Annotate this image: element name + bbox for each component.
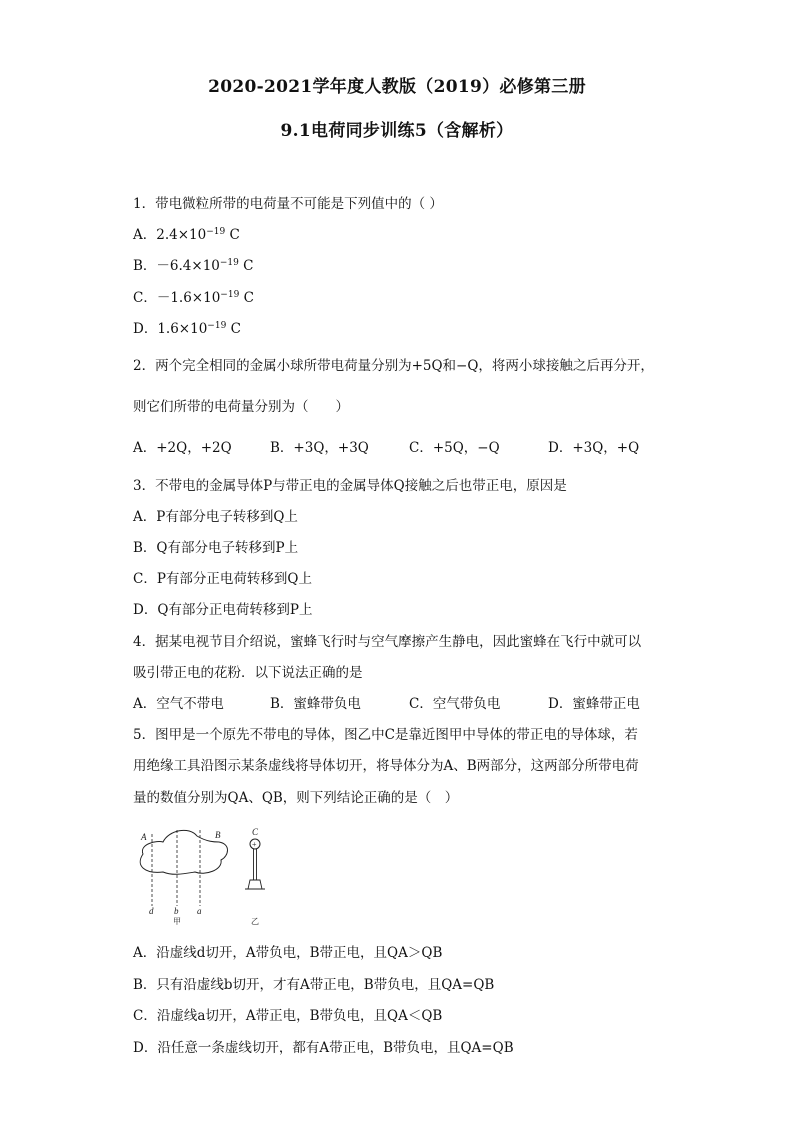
q5-stem-line3: 量的数值分别为QA、QB，则下列结论正确的是（ ） — [133, 790, 459, 806]
q5-option-d[interactable]: D．沿任意一条虚线切开，都有A带正电，B带负电，且QA=QB — [133, 1040, 514, 1056]
label-line-d: d — [149, 906, 154, 916]
q5-option-a[interactable]: A．沿虚线d切开，A带负电，B带正电，且QA＞QB — [133, 945, 443, 961]
label-c: C — [252, 827, 259, 837]
label-part-a: A — [141, 832, 147, 842]
q1-c-exp: −19 — [220, 290, 240, 300]
label-line-a: a — [197, 906, 202, 916]
q1-option-c[interactable] — [133, 286, 254, 306]
q1-a-base: A．2.4×10 — [133, 227, 207, 243]
stand-base — [248, 880, 262, 889]
caption-yi: 乙 — [251, 917, 259, 926]
q1-stem: 1．带电微粒所带的电荷量不可能是下列值中的（ ） — [133, 196, 443, 212]
q1-b-base: B．－6.4×10 — [133, 258, 220, 274]
q1-option-d[interactable] — [133, 317, 241, 337]
q2-option-d[interactable]: D．+3Q，+Q — [548, 440, 640, 456]
q2-stem-line2: 则它们所带的电荷量分别为（ ） — [133, 399, 349, 415]
q4-stem-line2: 吸引带正电的花粉．以下说法正确的是 — [133, 665, 363, 681]
q3-stem: 3．不带电的金属导体P与带正电的金属导体Q接触之后也带正电，原因是 — [133, 478, 567, 494]
q3-option-c[interactable]: C．P有部分正电荷转移到Q上 — [133, 571, 312, 587]
q4-option-d[interactable]: D．蜜蜂带正电 — [548, 696, 640, 712]
q4-stem-line1: 4．据某电视节目介绍说，蜜蜂飞行时与空气摩擦产生静电，因此蜜蜂在飞行中就可以 — [133, 634, 642, 650]
q1-b-unit: C — [238, 258, 254, 274]
q1-a-exp: −19 — [206, 227, 226, 237]
plus-sign: + — [252, 840, 257, 849]
page-title: 2020-2021学年度人教版（2019）必修第三册 — [208, 77, 586, 97]
q5-option-c[interactable]: C．沿虚线a切开，A带正电，B带负电，且QA＜QB — [133, 1008, 443, 1024]
conductor-figure — [133, 826, 283, 926]
q4-option-b[interactable]: B．蜜蜂带负电 — [270, 696, 361, 712]
q4-option-a[interactable]: A．空气不带电 — [133, 696, 224, 712]
q1-d-base: D．1.6×10 — [133, 321, 208, 337]
q1-a-unit: C — [225, 227, 240, 243]
q4-option-c[interactable]: C．空气带负电 — [409, 696, 501, 712]
page-subtitle: 9.1电荷同步训练5（含解析） — [280, 121, 514, 141]
q1-b-exp: −19 — [219, 258, 239, 268]
q1-d-exp: −19 — [207, 321, 227, 331]
q1-option-b[interactable] — [133, 254, 254, 274]
q2-option-c[interactable]: C．+5Q，−Q — [409, 440, 500, 456]
q1-c-base: C．－1.6×10 — [133, 290, 221, 306]
q3-option-a[interactable]: A．P有部分电子转移到Q上 — [133, 509, 298, 525]
label-line-b: b — [174, 906, 179, 916]
q1-d-unit: C — [226, 321, 241, 337]
q2-stem-line1: 2．两个完全相同的金属小球所带电荷量分别为+5Q和−Q，将两小球接触之后再分开， — [133, 358, 654, 374]
q3-option-d[interactable]: D．Q有部分正电荷转移到P上 — [133, 602, 313, 618]
q5-option-b[interactable]: B．只有沿虚线b切开，才有A带正电，B带负电，且QA=QB — [133, 977, 495, 993]
q2-option-b[interactable]: B．+3Q，+3Q — [270, 440, 369, 456]
caption-jia: 甲 — [173, 917, 181, 926]
q5-stem-line1: 5．图甲是一个原先不带电的导体，图乙中C是靠近图甲中导体的带正电的导体球，若 — [133, 727, 638, 743]
q2-option-a[interactable]: A．+2Q，+2Q — [133, 440, 232, 456]
q5-stem-line2: 用绝缘工具沿图示某条虚线将导体切开，将导体分为A、B两部分，这两部分所带电荷 — [133, 758, 639, 774]
q1-c-unit: C — [239, 290, 254, 306]
label-part-b: B — [215, 830, 221, 840]
q3-option-b[interactable]: B．Q有部分电子转移到P上 — [133, 540, 299, 556]
q1-option-a[interactable] — [133, 223, 240, 243]
